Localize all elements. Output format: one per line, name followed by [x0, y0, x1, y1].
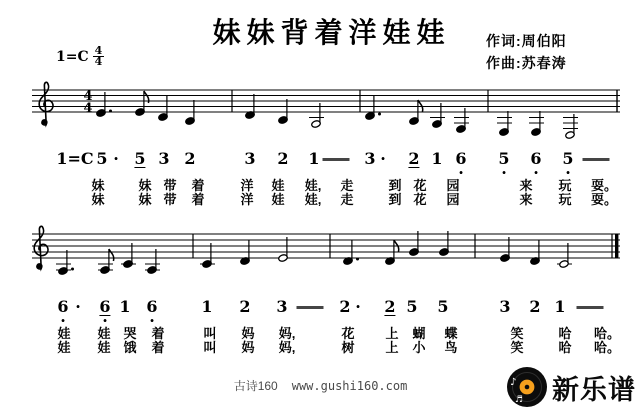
lyric-syllable: 笑 [510, 326, 524, 341]
lyric-syllable: 小 [412, 340, 426, 355]
lyric-syllable: 妹 [138, 192, 152, 207]
vinyl-record-icon [505, 365, 549, 409]
lyric-syllable: 妈 [241, 326, 255, 341]
jianpu-number: 1=C [56, 149, 94, 168]
lyric-syllable: 饿 [123, 340, 137, 355]
jianpu-number: · [113, 149, 119, 168]
lyric-syllable: 洋 [240, 178, 254, 193]
note [409, 100, 423, 125]
lyrics-line-4 [0, 341, 641, 361]
lyric-syllable: 着 [151, 340, 165, 355]
jianpu-number: 5 [406, 297, 418, 316]
lyric-syllable: 花 [413, 178, 427, 193]
jianpu-number: 5 · [562, 150, 573, 167]
footer-site-name: 古诗160 [233, 379, 278, 393]
jianpu-number: 2 [184, 149, 196, 168]
key-prefix: 1=C [56, 48, 89, 65]
lyric-syllable: 鸟 [444, 340, 458, 355]
note [497, 111, 512, 136]
jianpu-number: 3 [244, 149, 256, 168]
note [557, 243, 572, 268]
jianpu-number: · [355, 297, 361, 316]
lyric-syllable: 树 [341, 340, 355, 355]
lyric-syllable: 耍。 [590, 178, 618, 193]
lyric-syllable: 花 [413, 192, 427, 207]
music-note-icon: ♪ [510, 377, 517, 388]
credit-composer: 作曲:苏春涛 [486, 55, 567, 71]
jianpu-number: 2 [339, 297, 351, 316]
staff-2 [32, 226, 620, 275]
treble-clef-icon [39, 82, 53, 125]
lyric-syllable: 到 [388, 192, 402, 207]
jianpu-dash [583, 158, 610, 161]
jianpu-number: 5 · [498, 150, 509, 167]
jianpu-number: 1 [308, 149, 320, 168]
lyric-syllable: 上 [385, 340, 399, 355]
jianpu-number: 5 [96, 149, 108, 168]
note [121, 243, 136, 268]
jianpu-number: 5 [134, 149, 146, 168]
lyric-syllable: 哈 [558, 340, 572, 355]
jianpu-number: 1 [431, 149, 443, 168]
note [343, 240, 359, 265]
note [158, 96, 168, 121]
note [530, 240, 540, 265]
lyric-syllable: 上 [385, 326, 399, 341]
lyric-syllable: 娃, [304, 178, 322, 193]
lyric-syllable: 园 [446, 192, 460, 207]
note [185, 100, 195, 125]
lyric-syllable: 娃 [271, 178, 285, 193]
note [439, 231, 449, 256]
site-logo [505, 365, 636, 409]
lyric-syllable: 妈, [278, 326, 296, 341]
time-numerator: 4 [94, 44, 103, 57]
jianpu-number: 2 [408, 149, 420, 168]
jianpu-number: 2 [529, 297, 541, 316]
music-note-icon: ♬ [515, 395, 524, 405]
lyric-syllable: 走 [340, 192, 354, 207]
note [365, 95, 381, 120]
lyric-syllable: 哈。 [593, 340, 621, 355]
svg-text:4: 4 [83, 101, 93, 116]
lyric-syllable: 娃 [57, 340, 71, 355]
jianpu-number: 6 · [99, 298, 110, 316]
note [240, 240, 250, 265]
lyric-syllable: 哈。 [593, 326, 621, 341]
lyric-syllable: 叫 [203, 326, 217, 341]
staff-1 [32, 82, 620, 139]
jianpu-number: 3 [364, 149, 376, 168]
lyric-syllable: 到 [388, 178, 402, 193]
jianpu-line-1 [0, 150, 641, 170]
note [385, 240, 399, 265]
lyric-syllable: 妈 [241, 340, 255, 355]
lyric-syllable: 娃 [97, 326, 111, 341]
song-title: 妹妹背着洋娃娃 [212, 16, 451, 49]
note [500, 237, 510, 262]
lyric-syllable: 走 [340, 178, 354, 193]
jianpu-number: 1 [201, 297, 213, 316]
jianpu-number: · [75, 297, 81, 316]
note [278, 237, 288, 262]
lyric-syllable: 娃, [304, 192, 322, 207]
lyric-syllable: 着 [191, 192, 205, 207]
jianpu-number: 6 · [530, 150, 541, 167]
lyric-syllable: 叫 [203, 340, 217, 355]
lyric-syllable: 娃 [97, 340, 111, 355]
jianpu-dash [297, 306, 324, 309]
jianpu-dash [323, 158, 350, 161]
jianpu-number: 3 [158, 149, 170, 168]
lyric-syllable: 娃 [57, 326, 71, 341]
jianpu-number: 3 [276, 297, 288, 316]
note [145, 249, 160, 274]
jianpu-number: 2 [384, 297, 396, 316]
lyric-syllable: 笑 [510, 340, 524, 355]
jianpu-number: 2 [277, 149, 289, 168]
jianpu-number: 3 [499, 297, 511, 316]
lyric-syllable: 带 [163, 178, 177, 193]
logo-text: 新乐谱 [552, 374, 636, 405]
jianpu-line-2 [0, 298, 641, 318]
lyric-syllable: 耍。 [590, 192, 618, 207]
jianpu-number: 6 · [57, 298, 68, 315]
lyric-syllable: 蝴 [412, 326, 426, 341]
lyric-syllable: 来 [519, 178, 533, 193]
jianpu-number: 1 [554, 297, 566, 316]
lyric-syllable: 着 [191, 178, 205, 193]
footer-site-url: www.gushi160.com [291, 379, 408, 393]
lyric-syllable: 玩 [558, 178, 572, 193]
treble-clef-icon [34, 226, 48, 269]
jianpu-number: 1 [119, 297, 131, 316]
note [200, 243, 215, 268]
time-denominator: 4 [94, 55, 103, 68]
lyric-syllable: 哭 [123, 326, 137, 341]
credit-lyricist: 作词:周伯阳 [486, 33, 567, 49]
note [409, 231, 419, 256]
jianpu-number: 6 · [455, 150, 466, 167]
lyric-syllable: 玩 [558, 192, 572, 207]
lyric-syllable: 娃 [271, 192, 285, 207]
jianpu-number: · [380, 149, 386, 168]
note [563, 114, 578, 139]
lyric-syllable: 哈 [558, 326, 572, 341]
lyric-syllable: 妈, [278, 340, 296, 355]
lyric-syllable: 带 [163, 192, 177, 207]
note [98, 249, 114, 274]
lyric-syllable: 妹 [91, 178, 105, 193]
svg-text:4: 4 [83, 89, 93, 104]
lyric-syllable: 洋 [240, 192, 254, 207]
note [56, 250, 74, 275]
lyric-syllable: 花 [341, 326, 355, 341]
lyric-syllable: 着 [151, 326, 165, 341]
lyric-syllable: 来 [519, 192, 533, 207]
note [529, 111, 544, 136]
jianpu-number: 6 · [146, 298, 157, 315]
jianpu-number: 5 [437, 297, 449, 316]
lyric-syllable: 妹 [91, 192, 105, 207]
jianpu-dash [577, 306, 604, 309]
lyrics-line-2 [0, 193, 641, 213]
jianpu-number: 2 [239, 297, 251, 316]
lyric-syllable: 蝶 [444, 326, 458, 341]
lyric-syllable: 妹 [138, 178, 152, 193]
lyric-syllable: 园 [446, 178, 460, 193]
